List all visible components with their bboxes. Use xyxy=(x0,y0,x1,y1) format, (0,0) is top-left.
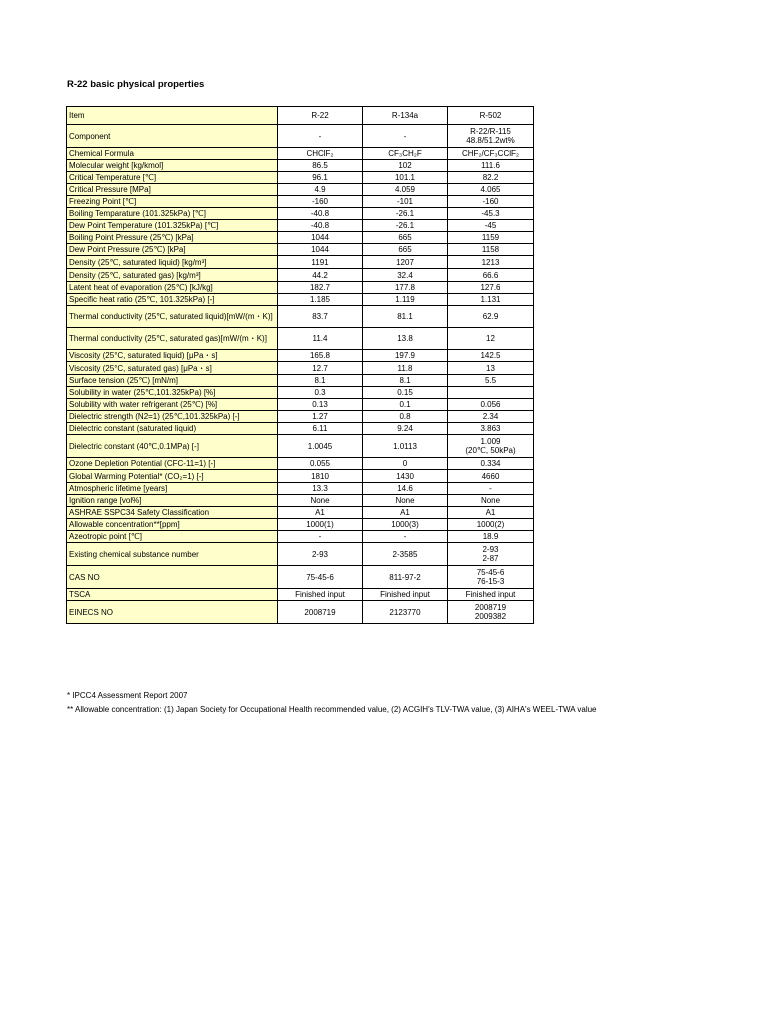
row-value: CHF₂/CF₃CClF₂ xyxy=(448,148,534,160)
row-value: 2008719 2009382 xyxy=(448,601,534,624)
row-value: A1 xyxy=(278,507,363,519)
page-title: R-22 basic physical properties xyxy=(67,79,205,90)
row-value: - xyxy=(363,125,448,148)
row-value: 1.0045 xyxy=(278,435,363,458)
table-row xyxy=(67,543,534,566)
row-value: 9.24 xyxy=(363,423,448,435)
row-value: 4.065 xyxy=(448,184,534,196)
row-item-label: Component xyxy=(67,125,278,148)
row-value: 13.3 xyxy=(278,483,363,495)
table-row xyxy=(67,531,534,543)
row-value: 13.8 xyxy=(363,328,448,350)
row-value: 4.9 xyxy=(278,184,363,196)
row-value: 1213 xyxy=(448,256,534,269)
row-value: A1 xyxy=(448,507,534,519)
row-value: 1.0113 xyxy=(363,435,448,458)
row-value: 13 xyxy=(448,362,534,375)
row-value: 1.009 (20℃, 50kPa) xyxy=(448,435,534,458)
row-value: CHClF₂ xyxy=(278,148,363,160)
footnote-allowable-concentration: ** Allowable concentration: (1) Japan Society for Occupational Health recommended value, (2) ACGIH's TLV-TWA value, (3) AIHA's WEEL-TWA value xyxy=(67,705,597,714)
row-value: 1.131 xyxy=(448,294,534,306)
table-row xyxy=(67,294,534,306)
row-value: -45.3 xyxy=(448,208,534,220)
row-item-label: EINECS NO xyxy=(67,601,278,624)
row-item-label: Thermal conductivity (25℃, saturated gas)[mW/(m・K)] xyxy=(67,328,278,350)
table-row xyxy=(67,387,534,399)
row-item-label: Atmospheric lifetime [years] xyxy=(67,483,278,495)
properties-table xyxy=(66,106,534,624)
table-row xyxy=(67,470,534,483)
table-row xyxy=(67,196,534,208)
row-item-label: Specific heat ratio (25℃, 101.325kPa) [-] xyxy=(67,294,278,306)
row-value: 1044 xyxy=(278,244,363,256)
row-value: 1430 xyxy=(363,470,448,483)
row-value: 86.5 xyxy=(278,160,363,172)
row-value: -40.8 xyxy=(278,220,363,232)
row-value: - xyxy=(448,483,534,495)
table-row xyxy=(67,589,534,601)
row-value: 1159 xyxy=(448,232,534,244)
table-row xyxy=(67,244,534,256)
table-row xyxy=(67,350,534,362)
table-row xyxy=(67,458,534,470)
table-row xyxy=(67,328,534,350)
row-value: Finished input xyxy=(278,589,363,601)
header-item: Item xyxy=(67,107,278,125)
row-value: Finished input xyxy=(363,589,448,601)
table-row xyxy=(67,184,534,196)
row-value: 0.055 xyxy=(278,458,363,470)
row-value: 1044 xyxy=(278,232,363,244)
row-value: 0.334 xyxy=(448,458,534,470)
table-row xyxy=(67,495,534,507)
table-row xyxy=(67,125,534,148)
row-value: 81.1 xyxy=(363,306,448,328)
row-item-label: Critical Temperature [℃] xyxy=(67,172,278,184)
row-value: 4660 xyxy=(448,470,534,483)
row-value: -101 xyxy=(363,196,448,208)
row-value: 11.4 xyxy=(278,328,363,350)
row-value: 2-93 2-87 xyxy=(448,543,534,566)
row-value: 1191 xyxy=(278,256,363,269)
table-row xyxy=(67,483,534,495)
row-value: 197.9 xyxy=(363,350,448,362)
footnotes xyxy=(67,689,597,717)
row-value: -26.1 xyxy=(363,220,448,232)
row-item-label: Thermal conductivity (25℃, saturated liquid)[mW/(m・K)] xyxy=(67,306,278,328)
row-value: 811-97-2 xyxy=(363,566,448,589)
row-item-label: Boiling Point Pressure (25℃) [kPa] xyxy=(67,232,278,244)
table-row xyxy=(67,306,534,328)
row-item-label: Chemical Formula xyxy=(67,148,278,160)
table-body xyxy=(67,125,534,624)
row-value: 0.15 xyxy=(363,387,448,399)
row-value xyxy=(448,387,534,399)
row-value: 14.6 xyxy=(363,483,448,495)
row-value: 142.5 xyxy=(448,350,534,362)
row-value: 96.1 xyxy=(278,172,363,184)
row-item-label: Ignition range [vol%] xyxy=(67,495,278,507)
row-value: 2008719 xyxy=(278,601,363,624)
row-item-label: Density (25℃, saturated gas) [kg/m³] xyxy=(67,269,278,282)
row-value: A1 xyxy=(363,507,448,519)
row-value: 0.3 xyxy=(278,387,363,399)
row-value: 1.27 xyxy=(278,411,363,423)
row-value: 1000(2) xyxy=(448,519,534,531)
header-r22: R-22 xyxy=(278,107,363,125)
row-value: 12 xyxy=(448,328,534,350)
row-value: 83.7 xyxy=(278,306,363,328)
row-value: -45 xyxy=(448,220,534,232)
table-header-row xyxy=(67,107,534,125)
row-item-label: Critical Pressure [MPa] xyxy=(67,184,278,196)
table-row xyxy=(67,148,534,160)
row-item-label: Existing chemical substance number xyxy=(67,543,278,566)
row-item-label: Dielectric constant (saturated liquid) xyxy=(67,423,278,435)
row-item-label: TSCA xyxy=(67,589,278,601)
row-value: 32.4 xyxy=(363,269,448,282)
row-item-label: Azeotropic point [℃] xyxy=(67,531,278,543)
row-value: 2123770 xyxy=(363,601,448,624)
row-item-label: Solubility with water refrigerant (25℃) [%] xyxy=(67,399,278,411)
row-value: 165.8 xyxy=(278,350,363,362)
row-value: 1000(1) xyxy=(278,519,363,531)
table-row xyxy=(67,220,534,232)
row-value: CF₃CH₂F xyxy=(363,148,448,160)
row-value: 0.1 xyxy=(363,399,448,411)
row-value: R-22/R-115 48.8/51.2wt% xyxy=(448,125,534,148)
row-value: None xyxy=(278,495,363,507)
table-row xyxy=(67,160,534,172)
row-item-label: Latent heat of evaporation (25℃) [kJ/kg] xyxy=(67,282,278,294)
row-value: 127.6 xyxy=(448,282,534,294)
table-row xyxy=(67,269,534,282)
row-value: 2-3585 xyxy=(363,543,448,566)
row-item-label: Viscosity (25°C, saturated gas) [μPa・s] xyxy=(67,362,278,375)
row-value: 75-45-6 76-15-3 xyxy=(448,566,534,589)
row-value: 1000(3) xyxy=(363,519,448,531)
table-row xyxy=(67,411,534,423)
table-row xyxy=(67,256,534,269)
row-item-label: Density (25℃, saturated liquid) [kg/m³] xyxy=(67,256,278,269)
row-value: - xyxy=(278,125,363,148)
table-row xyxy=(67,375,534,387)
row-value: 1207 xyxy=(363,256,448,269)
row-item-label: Surface tension (25℃) [mN/m] xyxy=(67,375,278,387)
row-value: 62.9 xyxy=(448,306,534,328)
row-item-label: Viscosity (25°C, saturated liquid) [μPa・s] xyxy=(67,350,278,362)
row-value: 8.1 xyxy=(363,375,448,387)
row-value: 665 xyxy=(363,232,448,244)
row-value: 1810 xyxy=(278,470,363,483)
row-value: None xyxy=(363,495,448,507)
row-value: Finished input xyxy=(448,589,534,601)
table-row xyxy=(67,232,534,244)
row-item-label: Ozone Depletion Potential (CFC-11=1) [-] xyxy=(67,458,278,470)
row-item-label: Dew Point Temperature (101.325kPa) [℃] xyxy=(67,220,278,232)
row-value: 6.11 xyxy=(278,423,363,435)
row-value: 82.2 xyxy=(448,172,534,184)
row-value: 0.056 xyxy=(448,399,534,411)
table-row xyxy=(67,423,534,435)
row-value: 665 xyxy=(363,244,448,256)
table-row xyxy=(67,172,534,184)
row-value: 3.863 xyxy=(448,423,534,435)
row-value: 102 xyxy=(363,160,448,172)
row-value: - xyxy=(278,531,363,543)
row-item-label: ASHRAE SSPC34 Safety Classification xyxy=(67,507,278,519)
row-item-label: Solubility in water (25℃,101.325kPa) [%] xyxy=(67,387,278,399)
header-r134a: R-134a xyxy=(363,107,448,125)
table-row xyxy=(67,282,534,294)
row-value: 18.9 xyxy=(448,531,534,543)
table-row xyxy=(67,566,534,589)
table-row xyxy=(67,601,534,624)
row-value: 182.7 xyxy=(278,282,363,294)
row-value: 5.5 xyxy=(448,375,534,387)
row-item-label: Boiling Temparature (101.325kPa) [℃] xyxy=(67,208,278,220)
row-value: 11.8 xyxy=(363,362,448,375)
table-row xyxy=(67,362,534,375)
row-value: -160 xyxy=(448,196,534,208)
row-value: 4.059 xyxy=(363,184,448,196)
row-item-label: Dielectric strength (N2=1) (25℃,101.325kPa) [-] xyxy=(67,411,278,423)
row-item-label: Dielectric constant (40℃,0.1MPa) [-] xyxy=(67,435,278,458)
row-value: 1.185 xyxy=(278,294,363,306)
row-value: 75-45-6 xyxy=(278,566,363,589)
row-value: -40.8 xyxy=(278,208,363,220)
row-value: 8.1 xyxy=(278,375,363,387)
row-item-label: Global Warming Potential* (CO₂=1) [-] xyxy=(67,470,278,483)
row-value: 2-93 xyxy=(278,543,363,566)
footnote-gwp: * IPCC4 Assessment Report 2007 xyxy=(67,691,188,700)
row-item-label: Freezing Point [℃] xyxy=(67,196,278,208)
row-item-label: Molecular weight [kg/kmol] xyxy=(67,160,278,172)
row-item-label: Dew Point Pressure (25℃) [kPa] xyxy=(67,244,278,256)
row-value: 0.13 xyxy=(278,399,363,411)
row-value: -26.1 xyxy=(363,208,448,220)
row-value: 44.2 xyxy=(278,269,363,282)
table-row xyxy=(67,208,534,220)
header-r502: R-502 xyxy=(448,107,534,125)
row-value: - xyxy=(363,531,448,543)
row-value: 1.119 xyxy=(363,294,448,306)
row-value: 111.6 xyxy=(448,160,534,172)
row-value: 101.1 xyxy=(363,172,448,184)
row-value: None xyxy=(448,495,534,507)
row-value: 66.6 xyxy=(448,269,534,282)
row-value: 2.34 xyxy=(448,411,534,423)
row-item-label: CAS NO xyxy=(67,566,278,589)
table-row xyxy=(67,519,534,531)
row-value: 0 xyxy=(363,458,448,470)
row-item-label: Allowable concentration**[ppm] xyxy=(67,519,278,531)
table-row xyxy=(67,435,534,458)
table-row xyxy=(67,507,534,519)
row-value: 12.7 xyxy=(278,362,363,375)
row-value: 177.8 xyxy=(363,282,448,294)
row-value: 0.8 xyxy=(363,411,448,423)
row-value: -160 xyxy=(278,196,363,208)
table-row xyxy=(67,399,534,411)
row-value: 1158 xyxy=(448,244,534,256)
